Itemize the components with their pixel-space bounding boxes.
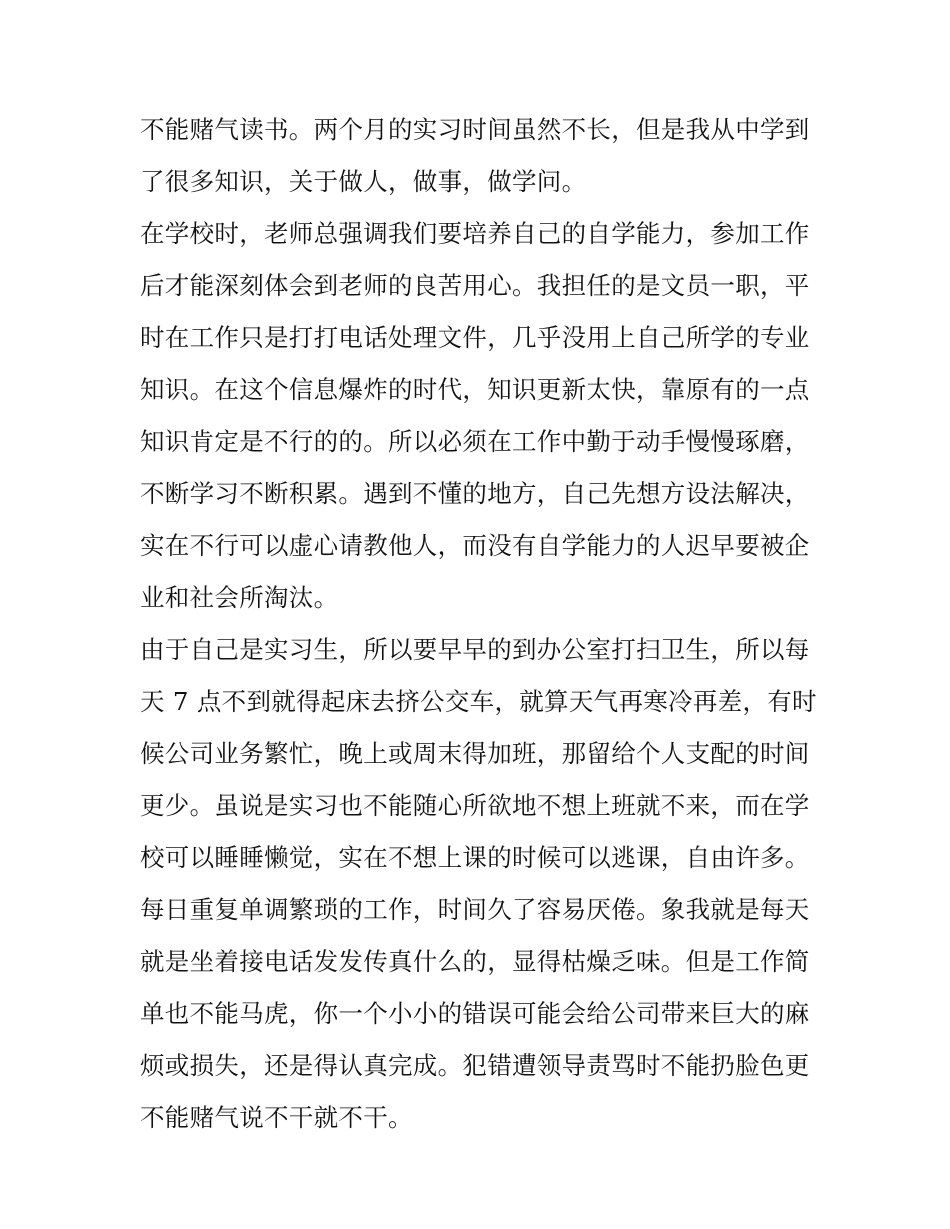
text-line: 不能赌气读书。两个月的实习时间虽然不长，但是我从中学到 xyxy=(140,115,810,144)
text-line: 更少。虽说是实习也不能随心所欲地不想上班就不来，而在学 xyxy=(140,791,810,820)
text-line: 校可以睡睡懒觉，实在不想上课的时候可以逃课，自由许多。 xyxy=(140,843,810,872)
text-line: 实在不行可以虚心请教他人，而没有自学能力的人迟早要被企 xyxy=(140,531,810,560)
text-line: 在学校时，老师总强调我们要培养自己的自学能力，参加工作 xyxy=(140,219,810,248)
document-body xyxy=(140,104,820,1144)
text-line: 单也不能马虎，你一个小小的错误可能会给公司带来巨大的麻 xyxy=(140,999,810,1028)
text-line: 不能赌气说不干就不干。 xyxy=(140,1103,413,1132)
text-line: 不断学习不断积累。遇到不懂的地方，自己先想方设法解决， xyxy=(140,479,810,508)
text-line: 每日重复单调繁琐的工作，时间久了容易厌倦。象我就是每天 xyxy=(140,895,810,924)
text-line: 由于自己是实习生，所以要早早的到办公室打扫卫生，所以每 xyxy=(140,635,810,664)
text-line: 知识肯定是不行的的。所以必须在工作中勤于动手慢慢琢磨， xyxy=(140,427,810,456)
text-line: 了很多知识，关于做人，做事，做学问。 xyxy=(140,167,587,196)
text-line: 后才能深刻体会到老师的良苦用心。我担任的是文员一职，平 xyxy=(140,271,810,300)
text-line: 天 7 点不到就得起床去挤公交车，就算天气再寒冷再差，有时 xyxy=(140,687,817,716)
text-line: 知识。在这个信息爆炸的时代，知识更新太快，靠原有的一点 xyxy=(140,375,810,404)
text-line: 就是坐着接电话发发传真什么的，显得枯燥乏味。但是工作简 xyxy=(140,947,810,976)
text-line: 候公司业务繁忙，晚上或周末得加班，那留给个人支配的时间 xyxy=(140,739,810,768)
text-line: 时在工作只是打打电话处理文件，几乎没用上自己所学的专业 xyxy=(140,323,810,352)
text-line: 烦或损失，还是得认真完成。犯错遭领导责骂时不能扔脸色更 xyxy=(140,1051,810,1080)
text-line: 业和社会所淘汰。 xyxy=(140,583,339,612)
